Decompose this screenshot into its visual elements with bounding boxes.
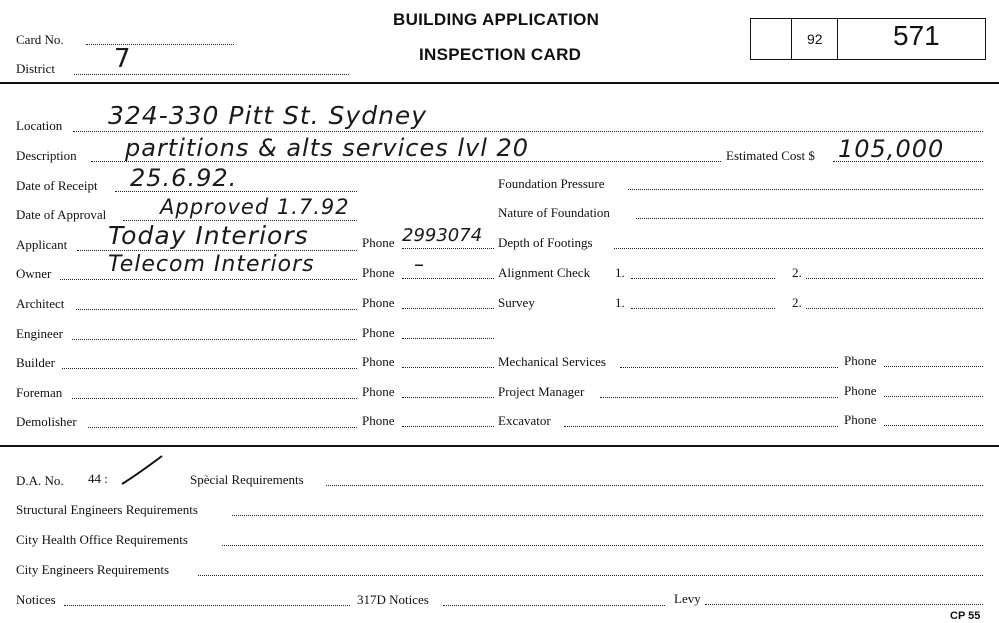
estimated-cost-label: Estimated Cost $ [726, 148, 815, 163]
foreman-label: Foreman [16, 385, 63, 400]
city-engineers-field[interactable] [198, 575, 983, 576]
form-subtitle: INSPECTION CARD [419, 45, 582, 64]
box-divider-1 [791, 18, 792, 60]
builder-phone-field[interactable] [402, 367, 494, 368]
alignment-check-label: Alignment Check [498, 265, 591, 280]
project-manager-phone-label: Phone [844, 383, 877, 398]
estimated-cost-value: 105,000 [838, 135, 945, 163]
location-value: 324-330 Pitt St. Sydney [108, 101, 428, 130]
location-field[interactable] [73, 131, 983, 132]
applicant-value: Today Interiors [108, 221, 309, 250]
mechanical-services-phone-label: Phone [844, 353, 877, 368]
notices-field[interactable] [64, 605, 350, 606]
excavator-phone-label: Phone [844, 412, 877, 427]
date-of-receipt-value: 25.6.92. [130, 164, 238, 192]
alignment-check-1-field[interactable] [631, 278, 775, 279]
survey-label: Survey [498, 295, 535, 310]
depth-of-footings-label: Depth of Footings [498, 235, 593, 250]
foreman-phone-field[interactable] [402, 397, 494, 398]
district-value: 7 [114, 44, 132, 74]
engineer-label: Engineer [16, 326, 63, 341]
excavator-phone-field[interactable] [884, 425, 983, 426]
survey-2-label: 2. [792, 295, 802, 310]
nature-of-foundation-label: Nature of Foundation [498, 205, 610, 220]
demolisher-phone-field[interactable] [402, 426, 494, 427]
structural-engineers-field[interactable] [232, 515, 983, 516]
foundation-pressure-label: Foundation Pressure [498, 176, 605, 191]
engineer-phone-label: Phone [362, 325, 395, 340]
owner-phone-label: Phone [362, 265, 395, 280]
architect-phone-label: Phone [362, 295, 395, 310]
survey-2-field[interactable] [806, 308, 983, 309]
foundation-pressure-field[interactable] [628, 189, 983, 190]
architect-field[interactable] [76, 309, 357, 310]
structural-engineers-label: Structural Engineers Requirements [16, 502, 198, 517]
card-number-value: 571 [893, 20, 940, 51]
location-label: Location [16, 118, 63, 133]
builder-phone-label: Phone [362, 354, 395, 369]
owner-label: Owner [16, 266, 52, 281]
date-of-approval-label: Date of Approval [16, 207, 107, 222]
card-number-box [750, 18, 986, 60]
district-field[interactable] [74, 74, 349, 75]
builder-field[interactable] [62, 368, 357, 369]
city-health-field[interactable] [222, 545, 983, 546]
mechanical-services-label: Mechanical Services [498, 354, 606, 369]
owner-phone-field[interactable] [402, 278, 494, 279]
header-divider [0, 82, 999, 84]
demolisher-phone-label: Phone [362, 413, 395, 428]
special-requirements-field[interactable] [326, 485, 983, 486]
project-manager-label: Project Manager [498, 384, 585, 399]
owner-value: Telecom Interiors [108, 252, 315, 277]
project-manager-phone-field[interactable] [884, 396, 983, 397]
district-label: District [16, 61, 55, 76]
mechanical-services-field[interactable] [620, 367, 838, 368]
section-divider [0, 445, 999, 447]
mechanical-services-phone-field[interactable] [884, 366, 983, 367]
year-value: 92 [807, 31, 823, 47]
description-value: partitions & alts services lvl 20 [125, 134, 530, 162]
excavator-label: Excavator [498, 413, 551, 428]
description-label: Description [16, 148, 77, 163]
engineer-phone-field[interactable] [402, 338, 494, 339]
date-of-receipt-label: Date of Receipt [16, 178, 98, 193]
special-requirements-label: Spècial Requirements [190, 472, 304, 487]
nature-of-foundation-field[interactable] [636, 218, 983, 219]
applicant-phone-label: Phone [362, 235, 395, 250]
applicant-phone-value: 2993074 [402, 225, 483, 246]
levy-field[interactable] [705, 604, 983, 605]
city-health-label: City Health Office Requirements [16, 532, 188, 547]
demolisher-label: Demolisher [16, 414, 77, 429]
da-no-value: 44 : [88, 471, 108, 486]
card-no-label [16, 32, 64, 48]
alignment-check-2-field[interactable] [806, 278, 983, 279]
foreman-field[interactable] [72, 398, 357, 399]
builder-label: Builder [16, 355, 55, 370]
notices-label: Notices [16, 592, 56, 607]
owner-phone-value: – [414, 252, 425, 276]
alignment-check-2-label: 2. [792, 265, 802, 280]
applicant-phone-field[interactable] [402, 248, 494, 249]
card-no-field[interactable] [86, 44, 234, 45]
city-engineers-label: City Engineers Requirements [16, 562, 170, 577]
da-no-label: D.A. No. [16, 473, 64, 488]
demolisher-field[interactable] [88, 427, 357, 428]
foreman-phone-label: Phone [362, 384, 395, 399]
date-of-approval-value: Approved 1.7.92 [160, 195, 350, 219]
applicant-label: Applicant [16, 237, 68, 252]
applicant-field[interactable] [77, 250, 357, 251]
alignment-check-1-label: 1. [615, 265, 625, 280]
form-title: BUILDING APPLICATION [393, 10, 600, 29]
form-code: CP 55 [950, 610, 981, 622]
notices-317d-label: 317D Notices [357, 592, 429, 607]
notices-317d-field[interactable] [443, 605, 665, 606]
depth-of-footings-field[interactable] [614, 248, 983, 249]
architect-label: Architect [16, 296, 65, 311]
survey-1-field[interactable] [631, 308, 775, 309]
architect-phone-field[interactable] [402, 308, 494, 309]
excavator-field[interactable] [564, 426, 838, 427]
survey-1-label: 1. [615, 295, 625, 310]
levy-label: Levy [674, 591, 701, 606]
card-no-label-text: Card No. [16, 32, 64, 47]
da-no-tick-mark [118, 452, 168, 488]
engineer-field[interactable] [72, 339, 357, 340]
project-manager-field[interactable] [600, 397, 838, 398]
box-divider-2 [837, 18, 838, 60]
owner-field[interactable] [60, 279, 357, 280]
